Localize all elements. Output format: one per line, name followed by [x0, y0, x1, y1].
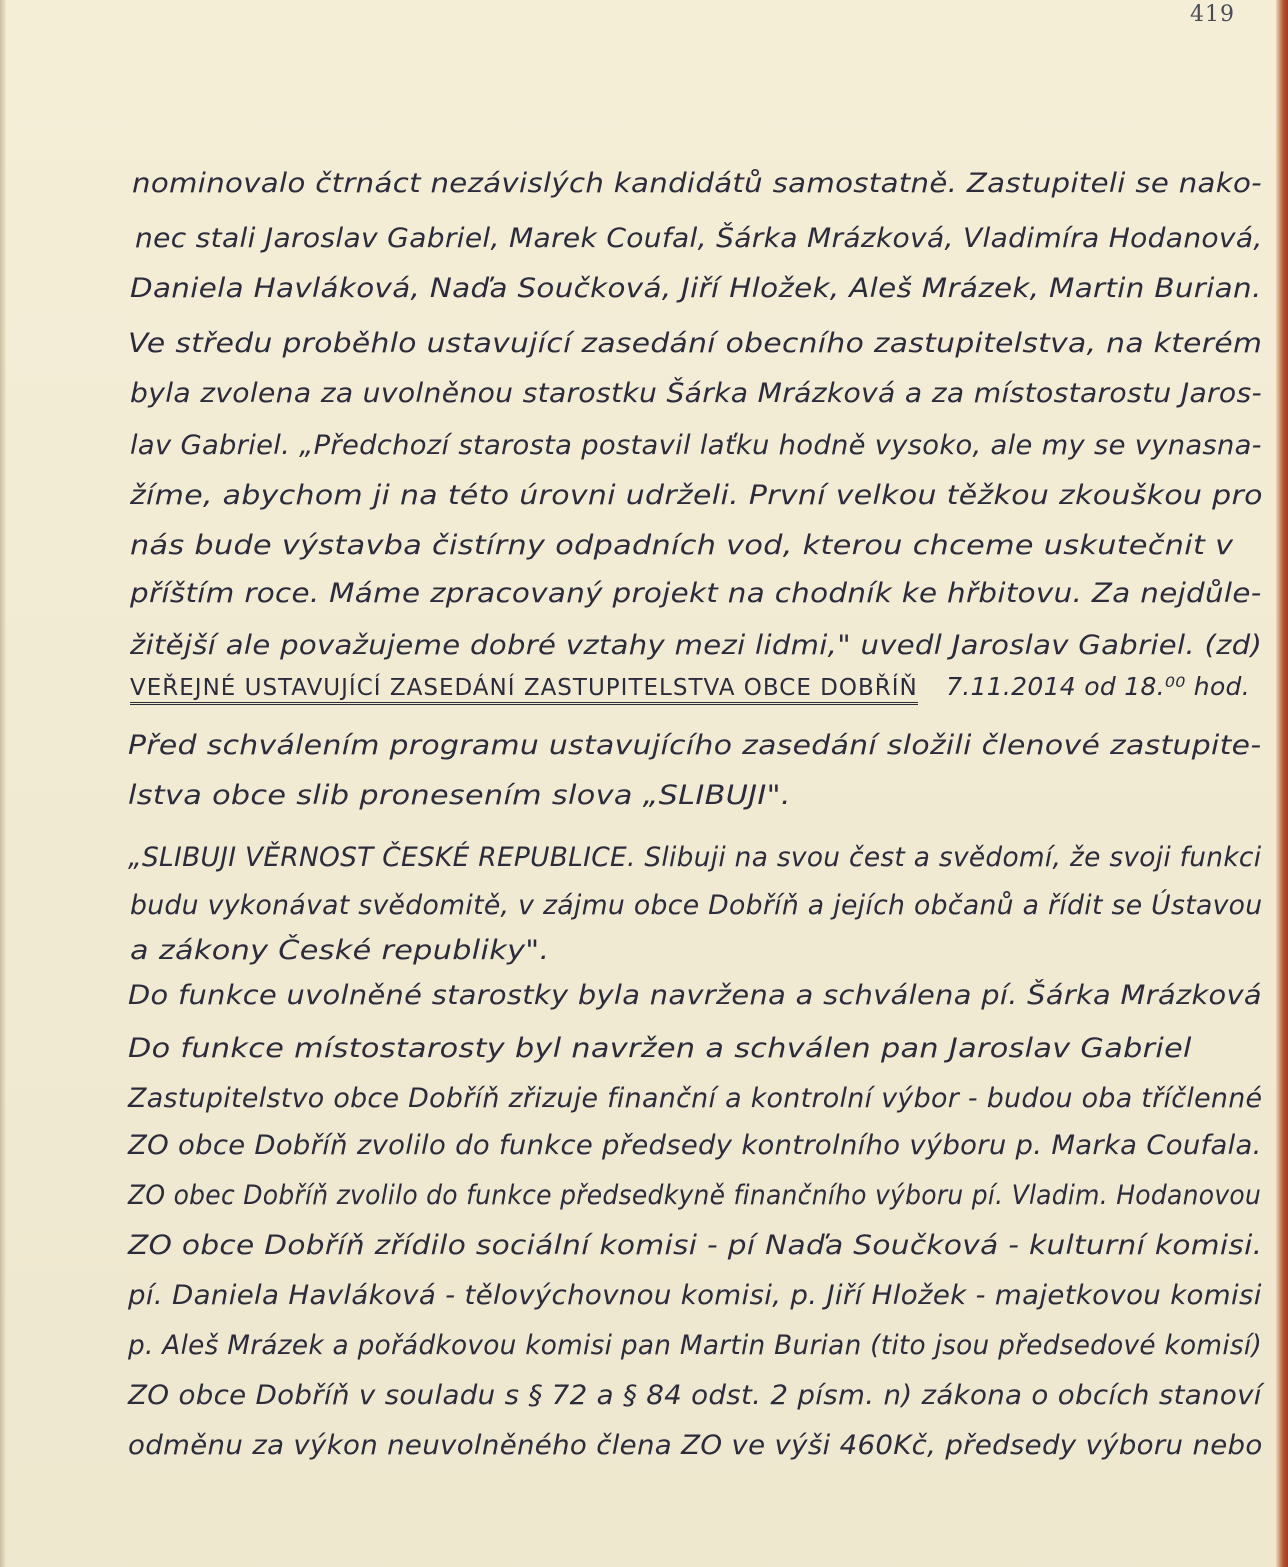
text-line: nás bude výstavba čistírny odpadních vod, kterou chceme uskutečnit v — [130, 530, 1234, 561]
text-line: příštím roce. Máme zpracovaný projekt na chodník ke hřbitovu. Za nejdůle- — [130, 578, 1262, 609]
oath-line: budu vykonávat svědomitě, v zájmu obce Dobříň a jejích občanů a řídit se Ústavou — [130, 890, 1263, 921]
text-line: Ve středu proběhlo ustavující zasedání obecního zastupitelstva, na kterém — [128, 328, 1263, 359]
text-line: nominovalo čtrnáct nezávislých kandidátů samostatně. Zastupiteli se nako- — [132, 168, 1263, 199]
meeting-title: VEŘEJNÉ USTAVUJÍCÍ ZASEDÁNÍ ZASTUPITELSTVA OBCE DOBŘÍŇ — [130, 675, 918, 705]
text-line: ZO obce Dobříň v souladu s § 72 a § 84 odst. 2 písm. n) zákona o obcích stanoví — [128, 1380, 1262, 1411]
text-line: odměnu za výkon neuvolněného člena ZO ve výši 460Kč, předsedy výboru nebo — [128, 1430, 1263, 1461]
text-line: žíme, abychom ji na této úrovni udrželi. První velkou těžkou zkouškou pro — [130, 480, 1263, 511]
text-line: žitější ale považujeme dobré vztahy mezi lidmi," uvedl Jaroslav Gabriel. (zd) — [130, 630, 1263, 661]
text-line: pí. Daniela Havláková - tělovýchovnou komisi, p. Jiří Hložek - majetkovou komisi — [128, 1280, 1262, 1311]
text-line: nec stali Jaroslav Gabriel, Marek Coufal, Šárka Mrázková, Vladimíra Hodanová, — [135, 223, 1263, 254]
page-number: 419 — [1190, 2, 1235, 27]
meeting-date: 7.11.2014 od 18.⁰⁰ hod. — [946, 672, 1250, 701]
text-line: p. Aleš Mrázek a pořádkovou komisi pan Martin Burian (tito jsou předsedové komisí) — [128, 1330, 1263, 1361]
text-line: ZO obce Dobříň zvolilo do funkce předsedy kontrolního výboru p. Marka Coufala. — [128, 1130, 1262, 1161]
oath-line: „SLIBUJI VĚRNOST ČESKÉ REPUBLICE. Slibuji na svou čest a svědomí, že svoji funkci — [128, 842, 1262, 873]
text-line: lav Gabriel. „Předchozí starosta postavil laťku hodně vysoko, ale my se vynasna- — [130, 430, 1262, 461]
text-line: Daniela Havláková, Naďa Součková, Jiří Hložek, Aleš Mrázek, Martin Burian. — [130, 273, 1262, 304]
text-line: Před schválením programu ustavujícího zasedání složili členové zastupite- — [128, 730, 1262, 761]
text-line: Do funkce uvolněné starostky byla navržena a schválena pí. Šárka Mrázková — [128, 980, 1262, 1011]
page-binding-edge — [1276, 0, 1288, 1567]
text-line: ZO obce Dobříň zřídilo sociální komisi - pí Naďa Součková - kulturní komisi. — [128, 1230, 1263, 1261]
oath-line: a zákony České republiky". — [130, 935, 550, 966]
page-left-edge — [0, 0, 6, 1567]
text-line: ZO obec Dobříň zvolilo do funkce předsedkyně finančního výboru pí. Vladim. Hodanovou — [128, 1180, 1262, 1211]
text-line: Do funkce místostarosty byl navržen a schválen pan Jaroslav Gabriel — [128, 1033, 1192, 1064]
text-line: lstva obce slib pronesením slova „SLIBUJI". — [128, 780, 791, 811]
text-line: byla zvolena za uvolněnou starostku Šárka Mrázková a za místostarostu Jaros- — [130, 378, 1262, 409]
meeting-heading — [130, 672, 1250, 705]
text-line: Zastupitelstvo obce Dobříň zřizuje finanční a kontrolní výbor - budou oba tříčlenné — [128, 1083, 1263, 1114]
